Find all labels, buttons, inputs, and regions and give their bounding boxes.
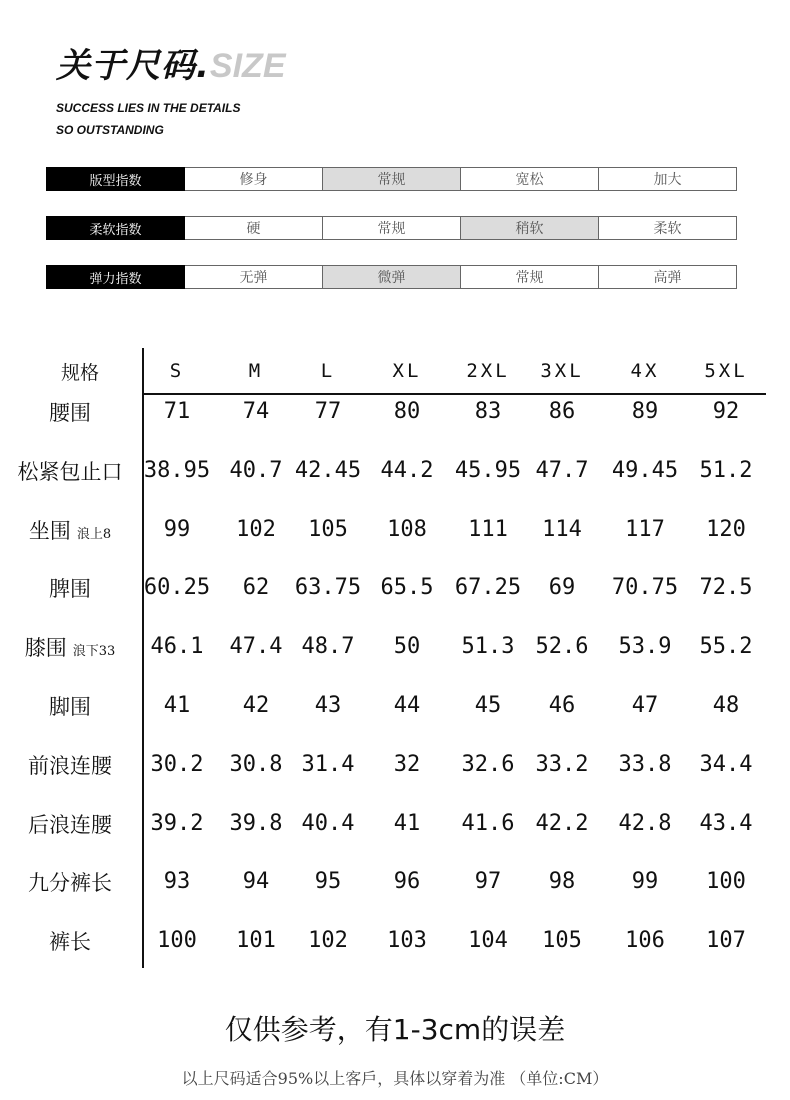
table-cell: 33.8 bbox=[618, 751, 672, 777]
table-cell: 86 bbox=[548, 399, 576, 424]
table-cell: 50 bbox=[393, 634, 421, 660]
index-option: 常规 bbox=[323, 167, 461, 191]
table-cell: 46 bbox=[548, 693, 576, 718]
table-cell: 41 bbox=[163, 693, 191, 718]
size-header: 4X bbox=[630, 360, 660, 382]
table-cell: 108 bbox=[387, 516, 427, 542]
table-cell: 69 bbox=[548, 575, 576, 601]
table-cell: 70.75 bbox=[611, 575, 679, 601]
table-cell: 104 bbox=[468, 928, 508, 954]
index-option: 硬 bbox=[185, 216, 323, 240]
table-cell: 43 bbox=[314, 693, 342, 718]
table-cell: 40.4 bbox=[301, 810, 355, 836]
table-cell: 51.2 bbox=[699, 457, 753, 483]
table-cell: 60.25 bbox=[143, 575, 211, 601]
size-header: 2XL bbox=[466, 360, 510, 382]
tolerance-note: 仅供参考，有1-3cm的误差 bbox=[224, 1013, 566, 1046]
row-label bbox=[0, 573, 140, 603]
table-cell: 32.6 bbox=[461, 751, 515, 777]
table-cell: 31.4 bbox=[301, 751, 355, 777]
row-label bbox=[0, 397, 140, 427]
table-cell: 77 bbox=[314, 399, 342, 424]
table-cell: 117 bbox=[625, 516, 665, 542]
table-cell: 45 bbox=[474, 693, 502, 718]
table-cell: 30.2 bbox=[150, 751, 204, 777]
table-cell: 41 bbox=[393, 810, 421, 836]
table-header-label: 规格 bbox=[60, 362, 99, 384]
tagline bbox=[56, 97, 286, 141]
table-cell: 52.6 bbox=[535, 634, 589, 660]
row-label-text: 九分裤长 bbox=[28, 871, 112, 896]
table-cell: 32 bbox=[393, 751, 421, 777]
size-header: M bbox=[248, 360, 264, 382]
row-label bbox=[0, 515, 140, 545]
row-label-text: 后浪连腰 bbox=[28, 812, 112, 837]
table-cell: 111 bbox=[468, 516, 508, 542]
row-label-sub: 浪上8 bbox=[76, 526, 112, 542]
table-cell: 99 bbox=[631, 869, 659, 895]
table-cell: 80 bbox=[393, 399, 421, 424]
size-header: 3XL bbox=[540, 360, 584, 382]
page-title bbox=[56, 38, 286, 87]
table-cell: 92 bbox=[712, 399, 740, 424]
row-label-text: 膝围 bbox=[24, 636, 67, 661]
table-cell: 42.2 bbox=[535, 810, 589, 836]
row-label-text: 前浪连腰 bbox=[28, 753, 112, 778]
row-label bbox=[0, 926, 140, 956]
index-label: 版型指数 bbox=[46, 167, 185, 191]
tagline-line-2: SO OUTSTANDING bbox=[56, 123, 164, 137]
index-label: 弹力指数 bbox=[46, 265, 185, 289]
table-cell: 94 bbox=[242, 869, 270, 895]
table-cell: 47 bbox=[631, 693, 659, 718]
table-cell: 39.8 bbox=[229, 810, 283, 836]
size-header: S bbox=[169, 360, 185, 382]
fabric-indices bbox=[46, 167, 738, 314]
index-option: 柔软 bbox=[599, 216, 737, 240]
row-label bbox=[0, 867, 140, 897]
index-row bbox=[46, 216, 738, 240]
table-cell: 114 bbox=[542, 516, 582, 542]
table-cell: 97 bbox=[474, 869, 502, 895]
table-cell: 65.5 bbox=[380, 575, 434, 601]
table-cell: 39.2 bbox=[150, 810, 204, 836]
table-cell: 89 bbox=[631, 399, 659, 424]
table-cell: 44 bbox=[393, 693, 421, 718]
index-option: 宽松 bbox=[461, 167, 599, 191]
index-label: 柔软指数 bbox=[46, 216, 185, 240]
table-cell: 120 bbox=[706, 516, 746, 542]
table-cell: 49.45 bbox=[611, 457, 679, 483]
table-cell: 102 bbox=[236, 516, 276, 542]
table-cell: 105 bbox=[542, 928, 582, 954]
table-cell: 43.4 bbox=[699, 810, 753, 836]
page-header bbox=[56, 38, 286, 141]
row-label bbox=[0, 809, 140, 839]
index-row bbox=[46, 167, 738, 191]
table-cell: 34.4 bbox=[699, 751, 753, 777]
index-option: 常规 bbox=[323, 216, 461, 240]
table-cell: 40.7 bbox=[229, 457, 283, 483]
table-cell: 101 bbox=[236, 928, 276, 954]
table-cell: 55.2 bbox=[699, 634, 753, 660]
table-cell: 42.45 bbox=[294, 457, 362, 483]
index-option: 高弹 bbox=[599, 265, 737, 289]
footer-note: 以上尺码适合95%以上客戶，具体以穿着为准 （单位:CM） bbox=[181, 1069, 609, 1088]
table-cell: 96 bbox=[393, 869, 421, 895]
table-cell: 45.95 bbox=[454, 457, 522, 483]
table-cell: 105 bbox=[308, 516, 348, 542]
row-label bbox=[0, 632, 140, 662]
table-cell: 41.6 bbox=[461, 810, 515, 836]
size-header: XL bbox=[392, 360, 422, 382]
row-label bbox=[0, 691, 140, 721]
table-cell: 48.7 bbox=[301, 634, 355, 660]
table-cell: 102 bbox=[308, 928, 348, 954]
table-cell: 98 bbox=[548, 869, 576, 895]
table-cell: 83 bbox=[474, 399, 502, 424]
table-cell: 74 bbox=[242, 399, 270, 424]
table-cell: 47.7 bbox=[535, 457, 589, 483]
index-option: 无弹 bbox=[185, 265, 323, 289]
table-cell: 30.8 bbox=[229, 751, 283, 777]
table-cell: 106 bbox=[625, 928, 665, 954]
table-cell: 53.9 bbox=[618, 634, 672, 660]
index-option: 稍软 bbox=[461, 216, 599, 240]
row-label-text: 脚围 bbox=[49, 695, 91, 719]
row-label-text: 松紧包止口 bbox=[17, 459, 123, 484]
index-row bbox=[46, 265, 738, 289]
table-cell: 95 bbox=[314, 869, 342, 895]
table-cell: 67.25 bbox=[454, 575, 522, 601]
table-cell: 99 bbox=[163, 516, 191, 542]
table-cell: 100 bbox=[706, 869, 746, 895]
row-label-sub: 浪下33 bbox=[72, 644, 116, 660]
size-header: 5XL bbox=[704, 360, 748, 382]
tagline-line-1: SUCCESS LIES IN THE DETAILS bbox=[56, 101, 241, 115]
row-label-text: 裤长 bbox=[49, 930, 91, 955]
index-option: 修身 bbox=[185, 167, 323, 191]
title-en: SIZE bbox=[209, 47, 286, 85]
table-cell: 47.4 bbox=[229, 634, 283, 660]
table-cell: 71 bbox=[163, 399, 191, 424]
title-zh: 关于尺码. bbox=[56, 46, 210, 86]
row-label-text: 腰围 bbox=[49, 401, 91, 425]
table-cell: 51.3 bbox=[461, 634, 515, 660]
row-label-text: 坐围 bbox=[28, 518, 71, 543]
table-cell: 103 bbox=[387, 928, 427, 954]
table-cell: 46.1 bbox=[150, 634, 204, 660]
table-cell: 63.75 bbox=[294, 575, 362, 601]
table-cell: 62 bbox=[242, 575, 270, 601]
table-cell: 100 bbox=[157, 928, 197, 954]
table-cell: 38.95 bbox=[143, 457, 211, 483]
row-label-text: 脾围 bbox=[49, 577, 91, 602]
table-cell: 107 bbox=[706, 928, 746, 954]
table-cell: 93 bbox=[163, 869, 191, 895]
row-label bbox=[0, 456, 140, 486]
table-cell: 42.8 bbox=[618, 810, 672, 836]
table-cell: 33.2 bbox=[535, 751, 589, 777]
index-option: 常规 bbox=[461, 265, 599, 289]
row-label bbox=[0, 750, 140, 780]
table-cell: 72.5 bbox=[699, 575, 753, 601]
table-cell: 44.2 bbox=[380, 457, 434, 483]
table-cell: 48 bbox=[712, 693, 740, 718]
table-cell: 42 bbox=[242, 693, 270, 718]
index-option: 加大 bbox=[599, 167, 737, 191]
size-header: L bbox=[320, 360, 336, 382]
table-header-divider bbox=[144, 393, 766, 395]
index-option: 微弹 bbox=[323, 265, 461, 289]
